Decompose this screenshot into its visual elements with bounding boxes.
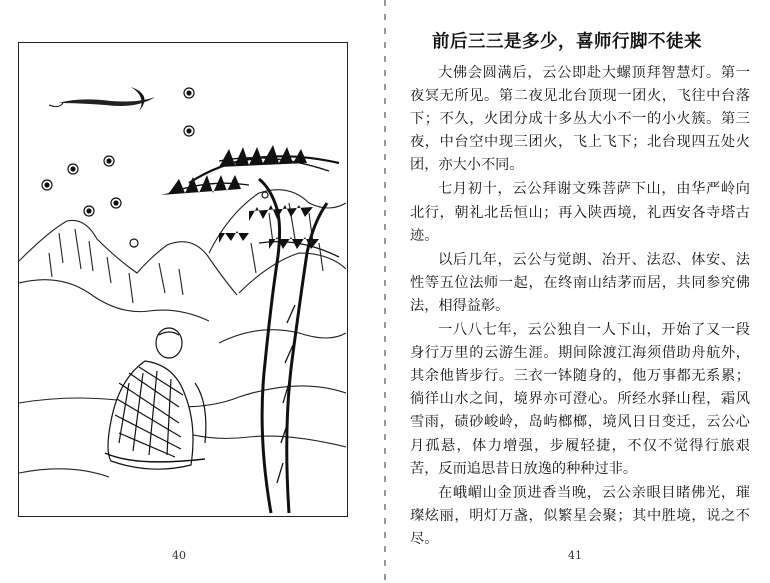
monk-pine-illustration	[19, 43, 346, 515]
paragraph: 大佛会圆满后，云公即赴大螺顶拜智慧灯。第一夜冥无所见。第二夜见北台顶现一团火，飞往中台落下；不久，火团分成十多丛大小不一的小火簇。第三夜，中台空中现三团火，飞上飞下；北台现四五处火团，亦大小不同。	[410, 65, 750, 174]
paragraph: 七月初十，云公拜谢文殊菩萨下山，由华严岭向北行，朝礼北岳恒山；再入陕西境，礼西安各寺塔古迹。	[410, 181, 750, 244]
paragraph: 以后几年，云公与觉朗、冶开、法忍、体安、法性等五位法师一起，在终南山结茅而居，共同参究佛法，相得益彰。	[410, 251, 750, 314]
page-number-left: 40	[172, 549, 186, 562]
paragraph: 在峨嵋山金顶进香当晚，云公亲眼目睹佛光，璀璨炫丽，明灯万盏，似繁星会聚；其中胜境，说之不尽。	[410, 484, 750, 547]
paragraph: 一八八七年，云公独自一人下山，开始了又一段身行万里的云游生涯。期间除渡江海须借助舟航外，其余他皆步行。三衣一钵随身的，他万事都无系累；徜徉山水之间，境界亦可澄心。所经水驿山程，霜风雪雨，碛砂峻岭，岛屿榔榔，境风日日变迁，云公心月孤悬，体力增强，步履轻捷，不仅不觉得行旅艰苦，反而追思昔日放逸的种种过非。	[410, 322, 750, 477]
body-text	[410, 62, 750, 552]
page-number-right: 41	[568, 549, 582, 562]
chapter-title: 前后三三是多少，喜师行脚不徒来	[432, 32, 702, 52]
illustration-frame	[18, 42, 348, 517]
page-gutter	[384, 0, 386, 583]
